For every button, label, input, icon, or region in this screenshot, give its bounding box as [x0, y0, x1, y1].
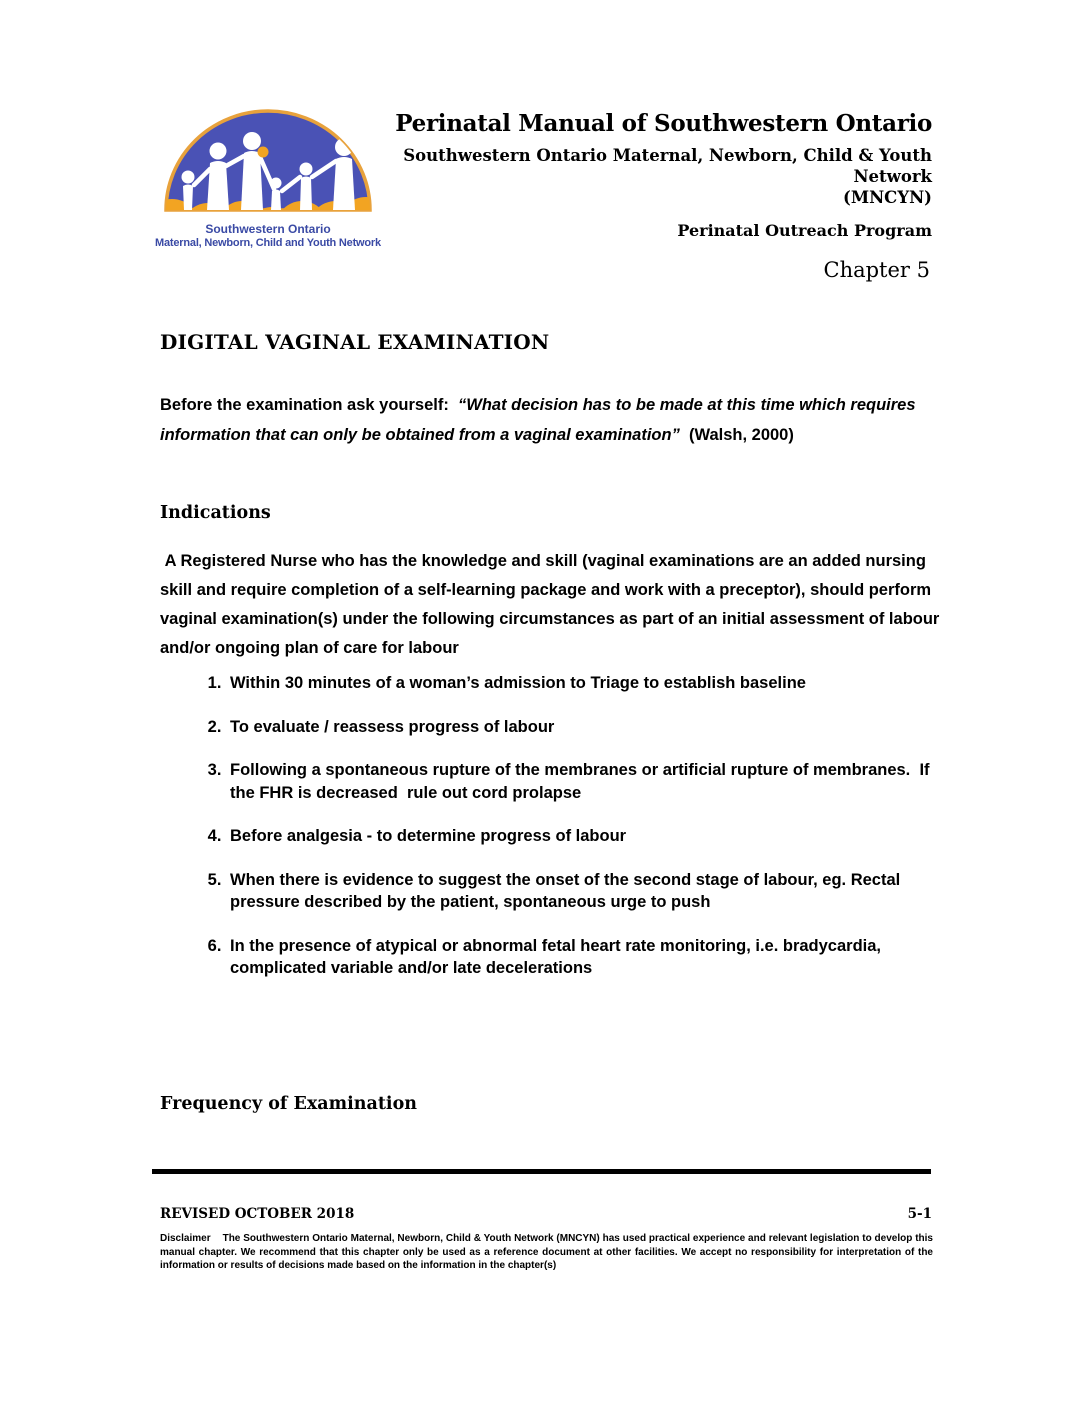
indications-list: [160, 672, 938, 1001]
intro-quote: “What decision has to be made at this time which requires information that can only be obtained from a vaginal examination”: [160, 396, 921, 444]
list-item: 1. Within 30 minutes of a woman’s admission to Triage to establish baseline: [226, 672, 938, 695]
logo-caption-line1: Southwestern Ontario: [205, 222, 331, 236]
indications-body-paragraph: A Registered Nurse who has the knowledge and skill (vaginal examinations are an added nursing skill and require completion of a self-learning package and work with a preceptor), should perform vaginal examination(s) under the following circumstances as part of an initial assessment of labour and/or ongoing plan of care for labour: [160, 552, 944, 657]
network-name: [395, 145, 932, 208]
chapter-label: Chapter 5: [823, 258, 930, 282]
logo-caption: [148, 222, 388, 250]
logo-caption-line2: Maternal, Newborn, Child and Youth Network: [155, 237, 381, 249]
network-abbreviation: (MNCYN): [843, 188, 932, 207]
revision-date: REVISED OCTOBER 2018: [160, 1206, 355, 1222]
disclaimer-text: The Southwestern Ontario Maternal, Newborn, Child & Youth Network (MNCYN) has used practical experience and relevant legislation to develop this manual chapter. We recommend that this chapter only be used as a reference document at other facilities. We accept no responsibility for interpretation of the information or results of decisions made based on the information in the chapter(s): [160, 1233, 933, 1271]
family-dome-logo-icon: [150, 103, 386, 215]
program-name: Perinatal Outreach Program: [677, 221, 932, 240]
frequency-heading: Frequency of Examination: [160, 1094, 417, 1114]
network-name-line1: Southwestern Ontario Maternal, Newborn, Child & Youth Network: [403, 146, 932, 186]
mncyn-logo: [148, 103, 388, 250]
indications-heading: Indications: [160, 503, 271, 523]
logo-baby-figure: [258, 147, 269, 158]
manual-title: Perinatal Manual of Southwestern Ontario: [395, 110, 932, 137]
list-item: 3. Following a spontaneous rupture of the membranes or artificial rupture of membranes. If the FHR is decreased rule out cord prolapse: [226, 759, 938, 804]
disclaimer-label: Disclaimer: [160, 1233, 211, 1244]
intro-paragraph: [160, 390, 932, 450]
disclaimer: [160, 1232, 933, 1273]
list-item: 4. Before analgesia - to determine progress of labour: [226, 825, 938, 848]
list-item: 2. To evaluate / reassess progress of labour: [226, 716, 938, 739]
list-item: 6. In the presence of atypical or abnormal fetal heart rate monitoring, i.e. bradycardia, complicated variable and/or late decelerations: [226, 935, 938, 980]
footer-row: [160, 1206, 932, 1222]
footer-divider: [152, 1169, 931, 1174]
page-number: 5-1: [907, 1206, 932, 1222]
list-item: 5. When there is evidence to suggest the onset of the second stage of labour, eg. Rectal pressure described by the patient, spontaneous urge to push: [226, 869, 938, 914]
document-header: [395, 110, 932, 241]
intro-lead: Before the examination ask yourself:: [160, 396, 459, 414]
page-title: DIGITAL VAGINAL EXAMINATION: [160, 330, 550, 354]
intro-citation: (Walsh, 2000): [679, 426, 794, 444]
